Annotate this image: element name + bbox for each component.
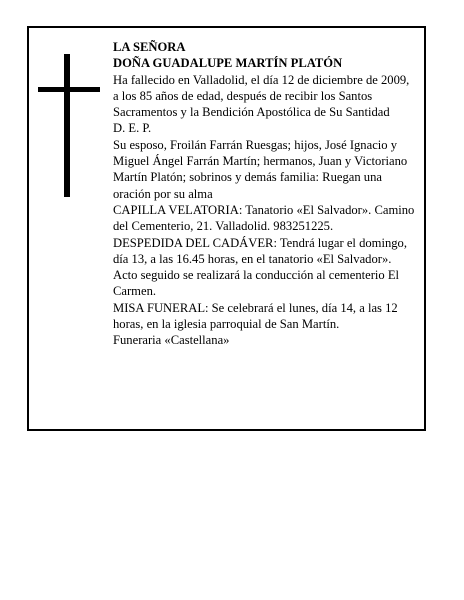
cross-icon [38, 54, 100, 197]
notice-title-line1: LA SEÑORA [113, 40, 186, 54]
cross-horizontal-bar [38, 87, 100, 92]
notice-title-line2: DOÑA GUADALUPE MARTÍN PLATÓN [113, 56, 343, 71]
death-announcement: Ha fallecido en Valladolid, el día 12 de diciembre de 2009, a los 85 años de edad, después de recibir los Santos Sacramentos y la Bendición Apostólica de Su Santidad [113, 72, 410, 120]
obituary-text [113, 39, 415, 349]
wake-chapel-info: CAPILLA VELATORIA: Tanatorio «El Salvador». Camino del Cementerio, 21. Valladolid. 983251225. [113, 202, 415, 234]
cross-vertical-bar [64, 54, 70, 197]
funeral-mass-info: MISA FUNERAL: Se celebrará el lunes, día 14, a las 12 horas, en la iglesia parroquial de San Martín. [113, 300, 398, 332]
family-mourners: Su esposo, Froilán Farrán Ruesgas; hijos, José Ignacio y Miguel Ángel Farrán Martín; hermanos, Juan y Victoriano Martín Platón; sobrinos y demás familia: Ruegan una oración por su alma [113, 137, 408, 201]
farewell-info: DESPEDIDA DEL CADÁVER: Tendrá lugar el domingo, día 13, a las 16.45 horas, en el tanatorio «El Salvador». Acto seguido se realizará la conducción al cementerio El Carmen. [113, 235, 407, 299]
funeral-home: Funeraria «Castellana» [113, 333, 230, 348]
rip-line: D. E. P. [113, 121, 152, 136]
